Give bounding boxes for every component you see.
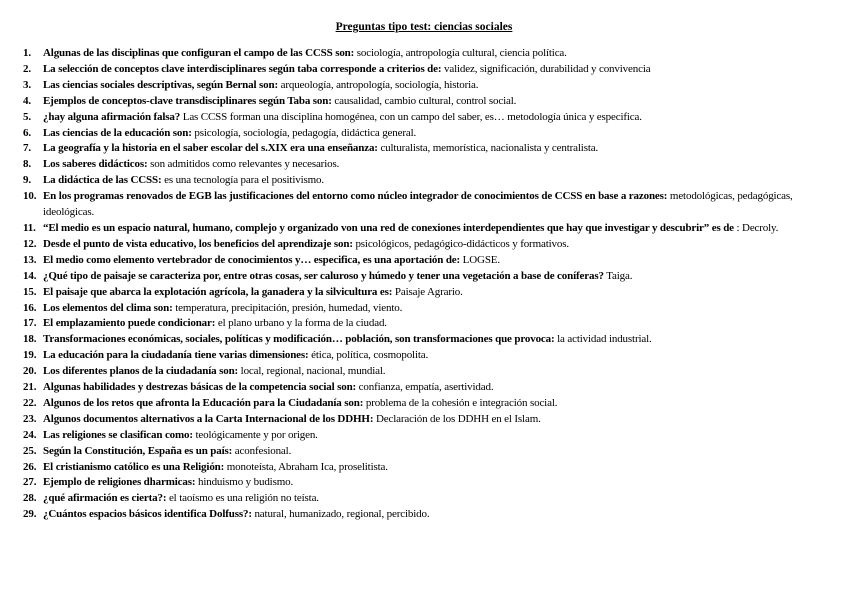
- answer-text: monoteísta, Abraham Ica, proselitista.: [226, 460, 388, 473]
- answer-text: natural, humanizado, regional, percibido.: [254, 508, 430, 521]
- question-item: [23, 332, 823, 348]
- question-number: 11.: [23, 221, 36, 234]
- question-number: 9.: [23, 174, 31, 187]
- question-number: 24.: [23, 428, 37, 441]
- question-text: Ejemplo de religiones dharmicas:: [43, 476, 196, 489]
- question-text: La didáctica de las CCSS:: [43, 174, 162, 187]
- question-number: 16.: [23, 301, 37, 314]
- question-text: “El medio es un espacio natural, humano, complejo y organizado von una red de conexiones interdependientes que hay que investigar y descubrir” es de: [43, 221, 734, 234]
- answer-text: LOGSE.: [462, 253, 500, 266]
- answer-text: hinduismo y budismo.: [197, 476, 294, 489]
- question-number: 21.: [23, 381, 37, 394]
- answer-text: aconfesional.: [234, 444, 292, 457]
- question-item: [23, 221, 823, 237]
- answer-text: problema de la cohesión e integración social.: [365, 396, 558, 409]
- question-item: [23, 253, 823, 269]
- question-text: Algunos de los retos que afronta la Educación para la Ciudadanía son:: [43, 396, 364, 409]
- question-item: [23, 460, 823, 476]
- answer-text: local, regional, nacional, mundial.: [240, 365, 386, 378]
- question-number: 8.: [23, 158, 31, 171]
- question-text: En los programas renovados de EGB las justificaciones del entorno como núcleo integrador de conocimientos de CCSS en base a razones:: [43, 190, 668, 203]
- question-item: [23, 364, 823, 380]
- question-number: 19.: [23, 349, 37, 362]
- question-number: 26.: [23, 460, 37, 473]
- question-number: 6.: [23, 126, 31, 139]
- question-item: [23, 507, 823, 523]
- question-item: [23, 428, 823, 444]
- question-item: [23, 491, 823, 507]
- question-number: 10.: [23, 190, 37, 203]
- question-text: ¿hay alguna afirmación falsa?: [43, 110, 181, 123]
- question-text: Las religiones se clasifican como:: [43, 428, 193, 441]
- answer-text: arqueología, antropología, sociología, historia.: [280, 78, 479, 91]
- question-number: 4.: [23, 94, 31, 107]
- question-item: [23, 269, 823, 285]
- answer-text: Taiga.: [606, 269, 633, 282]
- answer-text: Las CCSS forman una disciplina homogénea, con un campo del saber, es… metodología única y especifica.: [182, 110, 642, 123]
- question-number: 27.: [23, 476, 37, 489]
- answer-text: ética, política, cosmopolita.: [311, 349, 429, 362]
- answer-text: es una tecnología para el positivismo.: [164, 174, 324, 187]
- question-item: [23, 412, 823, 428]
- question-number: 28.: [23, 492, 37, 505]
- question-number: 13.: [23, 253, 37, 266]
- question-item: [23, 157, 823, 173]
- question-item: [23, 110, 823, 126]
- question-text: La selección de conceptos clave interdisciplinares según taba corresponde a criterios de:: [43, 62, 442, 75]
- question-item: [23, 237, 823, 253]
- question-text: La geografía y la historia en el saber escolar del s.XIX era una enseñanza:: [43, 142, 378, 155]
- question-text: Los saberes didácticos:: [43, 158, 148, 171]
- answer-text: temperatura, precipitación, presión, humedad, viento.: [175, 301, 403, 314]
- document-title: Preguntas tipo test: ciencias sociales: [335, 21, 513, 33]
- question-text: Los diferentes planos de la ciudadanía son:: [43, 365, 239, 378]
- question-item: [23, 301, 823, 317]
- question-number: 5.: [23, 110, 31, 123]
- question-item: [23, 126, 823, 142]
- question-text: Algunas de las disciplinas que configuran el campo de las CCSS son:: [43, 47, 355, 59]
- question-item: [23, 316, 823, 332]
- answer-text: metodológicas, pedagógicas, ideológicas.: [43, 190, 793, 219]
- question-text: ¿Qué tipo de paisaje se caracteriza por, entre otras cosas, ser caluroso y húmedo y tener una vegetación a base de coníferas?: [43, 269, 604, 282]
- answer-text: la actividad industrial.: [557, 333, 652, 346]
- question-number: 1.: [23, 47, 31, 59]
- question-item: [23, 396, 823, 412]
- answer-text: psicológicos, pedagógico-didácticos y formativos.: [355, 237, 569, 250]
- question-list: [23, 46, 823, 523]
- question-item: [23, 173, 823, 189]
- answer-text: confianza, empatía, asertividad.: [358, 381, 494, 394]
- question-number: 7.: [23, 142, 31, 155]
- question-item: [23, 189, 823, 221]
- question-item: [23, 380, 823, 396]
- answer-text: sociología, antropología cultural, ciencia política.: [356, 47, 567, 59]
- answer-text: causalidad, cambio cultural, control social.: [334, 94, 517, 107]
- answer-text: validez, significación, durabilidad y convivencia: [444, 62, 651, 75]
- question-text: Algunas habilidades y destrezas básicas de la competencia social son:: [43, 381, 357, 394]
- answer-text: Declaración de los DDHH en el Islam.: [375, 412, 541, 425]
- question-number: 17.: [23, 317, 37, 330]
- answer-text: teológicamente y por origen.: [195, 428, 318, 441]
- question-item: [23, 46, 823, 62]
- question-number: 25.: [23, 444, 37, 457]
- answer-text: culturalista, memorística, nacionalista y centralista.: [380, 142, 599, 155]
- question-number: 29.: [23, 508, 37, 521]
- answer-text: : Decroly.: [736, 221, 779, 234]
- question-text: ¿qué afirmación es cierta?:: [43, 492, 167, 505]
- question-item: [23, 141, 823, 157]
- question-number: 15.: [23, 285, 37, 298]
- question-item: [23, 78, 823, 94]
- question-item: [23, 444, 823, 460]
- answer-text: son admitidos como relevantes y necesarios.: [150, 158, 340, 171]
- question-text: Ejemplos de conceptos-clave transdisciplinares según Taba son:: [43, 94, 332, 107]
- question-text: ¿Cuántos espacios básicos identifica Dolfuss?:: [43, 508, 252, 521]
- question-text: El emplazamiento puede condicionar:: [43, 317, 216, 330]
- answer-text: Paisaje Agrario.: [394, 285, 463, 298]
- answer-text: psicología, sociología, pedagogía, didáctica general.: [194, 126, 417, 139]
- question-text: Desde el punto de vista educativo, los beneficios del aprendizaje son:: [43, 237, 353, 250]
- question-number: 23.: [23, 412, 37, 425]
- question-text: Las ciencias de la educación son:: [43, 126, 192, 139]
- answer-text: el taoísmo es una religión no teísta.: [168, 492, 319, 505]
- question-item: [23, 285, 823, 301]
- question-item: [23, 348, 823, 364]
- question-item: [23, 475, 823, 491]
- question-text: El paisaje que abarca la explotación agrícola, la ganadera y la silvicultura es:: [43, 285, 393, 298]
- question-text: Algunos documentos alternativos a la Carta Internacional de los DDHH:: [43, 412, 374, 425]
- question-number: 3.: [23, 78, 31, 91]
- question-number: 20.: [23, 365, 37, 378]
- question-text: Transformaciones económicas, sociales, políticas y modificación… población, son transformaciones que provoca:: [43, 333, 555, 346]
- question-number: 22.: [23, 396, 37, 409]
- question-item: [23, 62, 823, 78]
- question-text: Según la Constitución, España es un país:: [43, 444, 233, 457]
- question-number: 18.: [23, 333, 37, 346]
- question-item: [23, 94, 823, 110]
- answer-text: el plano urbano y la forma de la ciudad.: [217, 317, 387, 330]
- question-number: 12.: [23, 237, 37, 250]
- question-number: 14.: [23, 269, 37, 282]
- question-text: La educación para la ciudadanía tiene varias dimensiones:: [43, 349, 309, 362]
- question-text: Las ciencias sociales descriptivas, según Bernal son:: [43, 78, 278, 91]
- question-text: El cristianismo católico es una Religión:: [43, 460, 225, 473]
- question-number: 2.: [23, 62, 31, 75]
- question-text: El medio como elemento vertebrador de conocimientos y… especifica, es una aportación de:: [43, 253, 461, 266]
- question-text: Los elementos del clima son:: [43, 301, 173, 314]
